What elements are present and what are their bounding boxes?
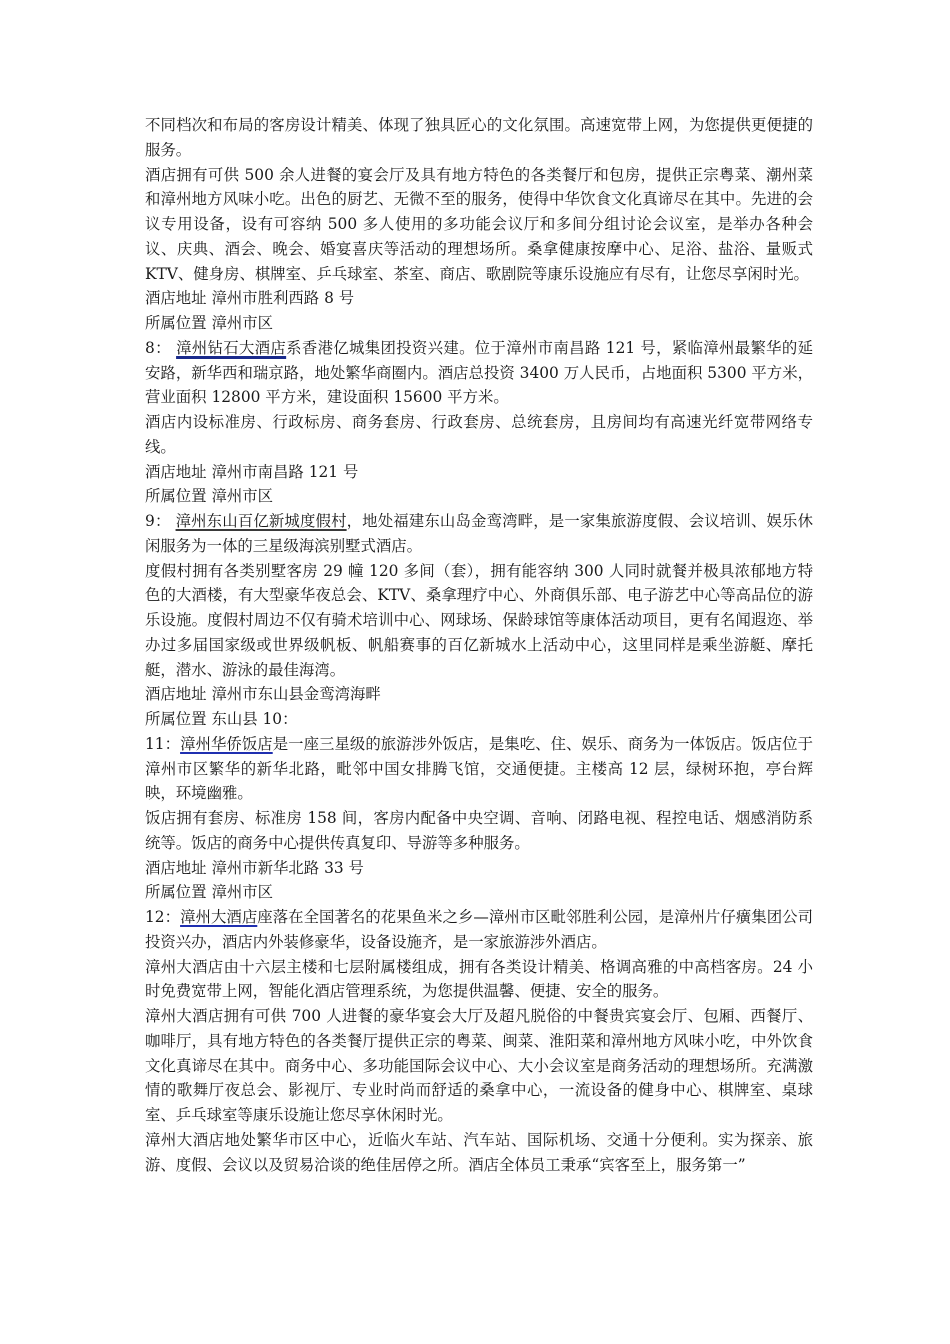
hotel-link-diamond[interactable]: 漳州钻石大酒店 <box>176 338 287 357</box>
hotel-entry <box>145 336 813 410</box>
entry-number: 12： <box>145 908 181 926</box>
hotel-address: 酒店地址 漳州市南昌路 121 号 <box>145 462 359 481</box>
entry-text: 系香港亿城集团投资兴建。位于漳州市南昌路 121 号，紧临漳州最繁华的延安路，新华西和瑞京路，地处繁华商圈内。酒店总投资 3400 万人民币，占地面积 5300 平方米，营业面积 12800 平方米，建设面积 15600 平方米。 <box>145 338 813 407</box>
paragraph: 漳州大酒店由十六层主楼和七层附属楼组成，拥有各类设计精美、格调高雅的中高档客房。24 小时免费宽带上网，智能化酒店管理系统，为您提供温馨、便捷、安全的服务。 <box>145 957 813 1001</box>
hotel-address: 酒店地址 漳州市东山县金鸾湾海畔 <box>145 685 381 704</box>
paragraph: 酒店拥有可供 500 余人进餐的宴会厅及具有地方特色的各类餐厅和包房，提供正宗粤菜、潮州菜和漳州地方风味小吃。出色的厨艺、无微不至的服务，使得中华饮食文化真谛尽在其中。先进的会议专用设备，设有可容纳 500 多人使用的多功能会议厅和多间分组讨论会议室，是举办各种会议、庆典、酒会、晚会、婚宴喜庆等活动的理想场所。桑拿健康按摩中心、足浴、盐浴、量贩式 KTV、健身房、棋牌室、乒乓球室、茶室、商店、歌剧院等康乐设施应有尽有，让您尽享闲时光。 <box>145 165 813 283</box>
hotel-entry <box>145 732 813 806</box>
paragraph: 酒店内设标准房、行政标房、商务套房、行政套房、总统套房，且房间均有高速光纤宽带网络专线。 <box>145 413 813 456</box>
hotel-location: 所属位置 漳州市区 <box>145 487 274 506</box>
entry-text: 座落在全国著名的花果鱼米之乡—漳州市区毗邻胜利公园，是漳州片仔癀集团公司投资兴办，酒店内外装修豪华，设备设施齐，是一家旅游涉外酒店。 <box>145 908 813 951</box>
entry-text: 是一座三星级的旅游涉外饭店，是集吃、住、娱乐、商务为一体饭店。饭店位于漳州市区繁华的新华北路，毗邻中国女排腾飞馆，交通便捷。主楼高 12 层，绿树环抱，亭台辉映，环境幽雅。 <box>145 734 813 803</box>
paragraph: 漳州大酒店地处繁华市区中心，近临火车站、汽车站、国际机场、交通十分便利。实为探亲、旅游、度假、会议以及贸易洽谈的绝佳居停之所。酒店全体员工秉承“宾客至上，服务第一” <box>145 1130 813 1174</box>
hotel-location: 所属位置 东山县 10： <box>145 710 298 728</box>
paragraph: 度假村拥有各类别墅客房 29 幢 120 多间（套），拥有能容纳 300 人同时就餐并极具浓郁地方特色的大酒楼，有大型豪华夜总会、KTV、桑拿理疗中心、外商俱乐部、电子游艺中心等高品位的游乐设施。度假村周边不仅有骑术培训中心、网球场、保龄球馆等康体活动项目，更有名闻遐迩、举办过多届国家级或世界级帆板、帆船赛事的百亿新城水上活动中心，这里同样是乘坐游艇、摩托艇，潜水、游泳的最佳海湾。 <box>145 561 813 679</box>
hotel-location: 所属位置 漳州市区 <box>145 883 274 902</box>
hotel-link-overseas-chinese[interactable]: 漳州华侨饭店 <box>180 734 273 753</box>
hotel-location: 所属位置 漳州市区 <box>145 314 274 332</box>
paragraph: 不同档次和布局的客房设计精美、体现了独具匠心的文化氛围。高速宽带上网，为您提供更便捷的服务。 <box>145 116 813 159</box>
hotel-address: 酒店地址 漳州市胜利西路 8 号 <box>145 289 355 308</box>
entry-number: 11： <box>145 734 181 753</box>
entry-number: 9： <box>145 512 176 530</box>
hotel-link-zhangzhou-grand[interactable]: 漳州大酒店 <box>180 908 258 926</box>
hotel-link-dongshan[interactable]: 漳州东山百亿新城度假村 <box>175 512 347 530</box>
hotel-entry <box>145 509 813 559</box>
entry-number: 8： <box>145 338 177 357</box>
document-body <box>145 113 813 1177</box>
hotel-entry <box>145 905 813 955</box>
paragraph: 饭店拥有套房、标准房 158 间，客房内配备中央空调、音响、闭路电视、程控电话、烟感消防系统等。饭店的商务中心提供传真复印、导游等多种服务。 <box>145 809 813 852</box>
hotel-address: 酒店地址 漳州市新华北路 33 号 <box>145 858 364 877</box>
entry-text: ，地处福建东山岛金鸾湾畔，是一家集旅游度假、会议培训、娱乐休闲服务为一体的三星级海滨别墅式酒店。 <box>145 512 813 555</box>
paragraph: 漳州大酒店拥有可供 700 人进餐的豪华宴会大厅及超凡脱俗的中餐贵宾宴会厅、包厢、西餐厅、咖啡厅，具有地方特色的各类餐厅提供正宗的粤菜、闽菜、淮阳菜和漳州地方风味小吃，中外饮食文化真谛尽在其中。商务中心、多功能国际会议中心、大小会议室是商务活动的理想场所。充满激情的歌舞厅夜总会、影视厅、专业时尚而舒适的桑拿中心，一流设备的健身中心、棋牌室、桌球室、乒乓球室等康乐设施让您尽享休闲时光。 <box>145 1007 813 1124</box>
